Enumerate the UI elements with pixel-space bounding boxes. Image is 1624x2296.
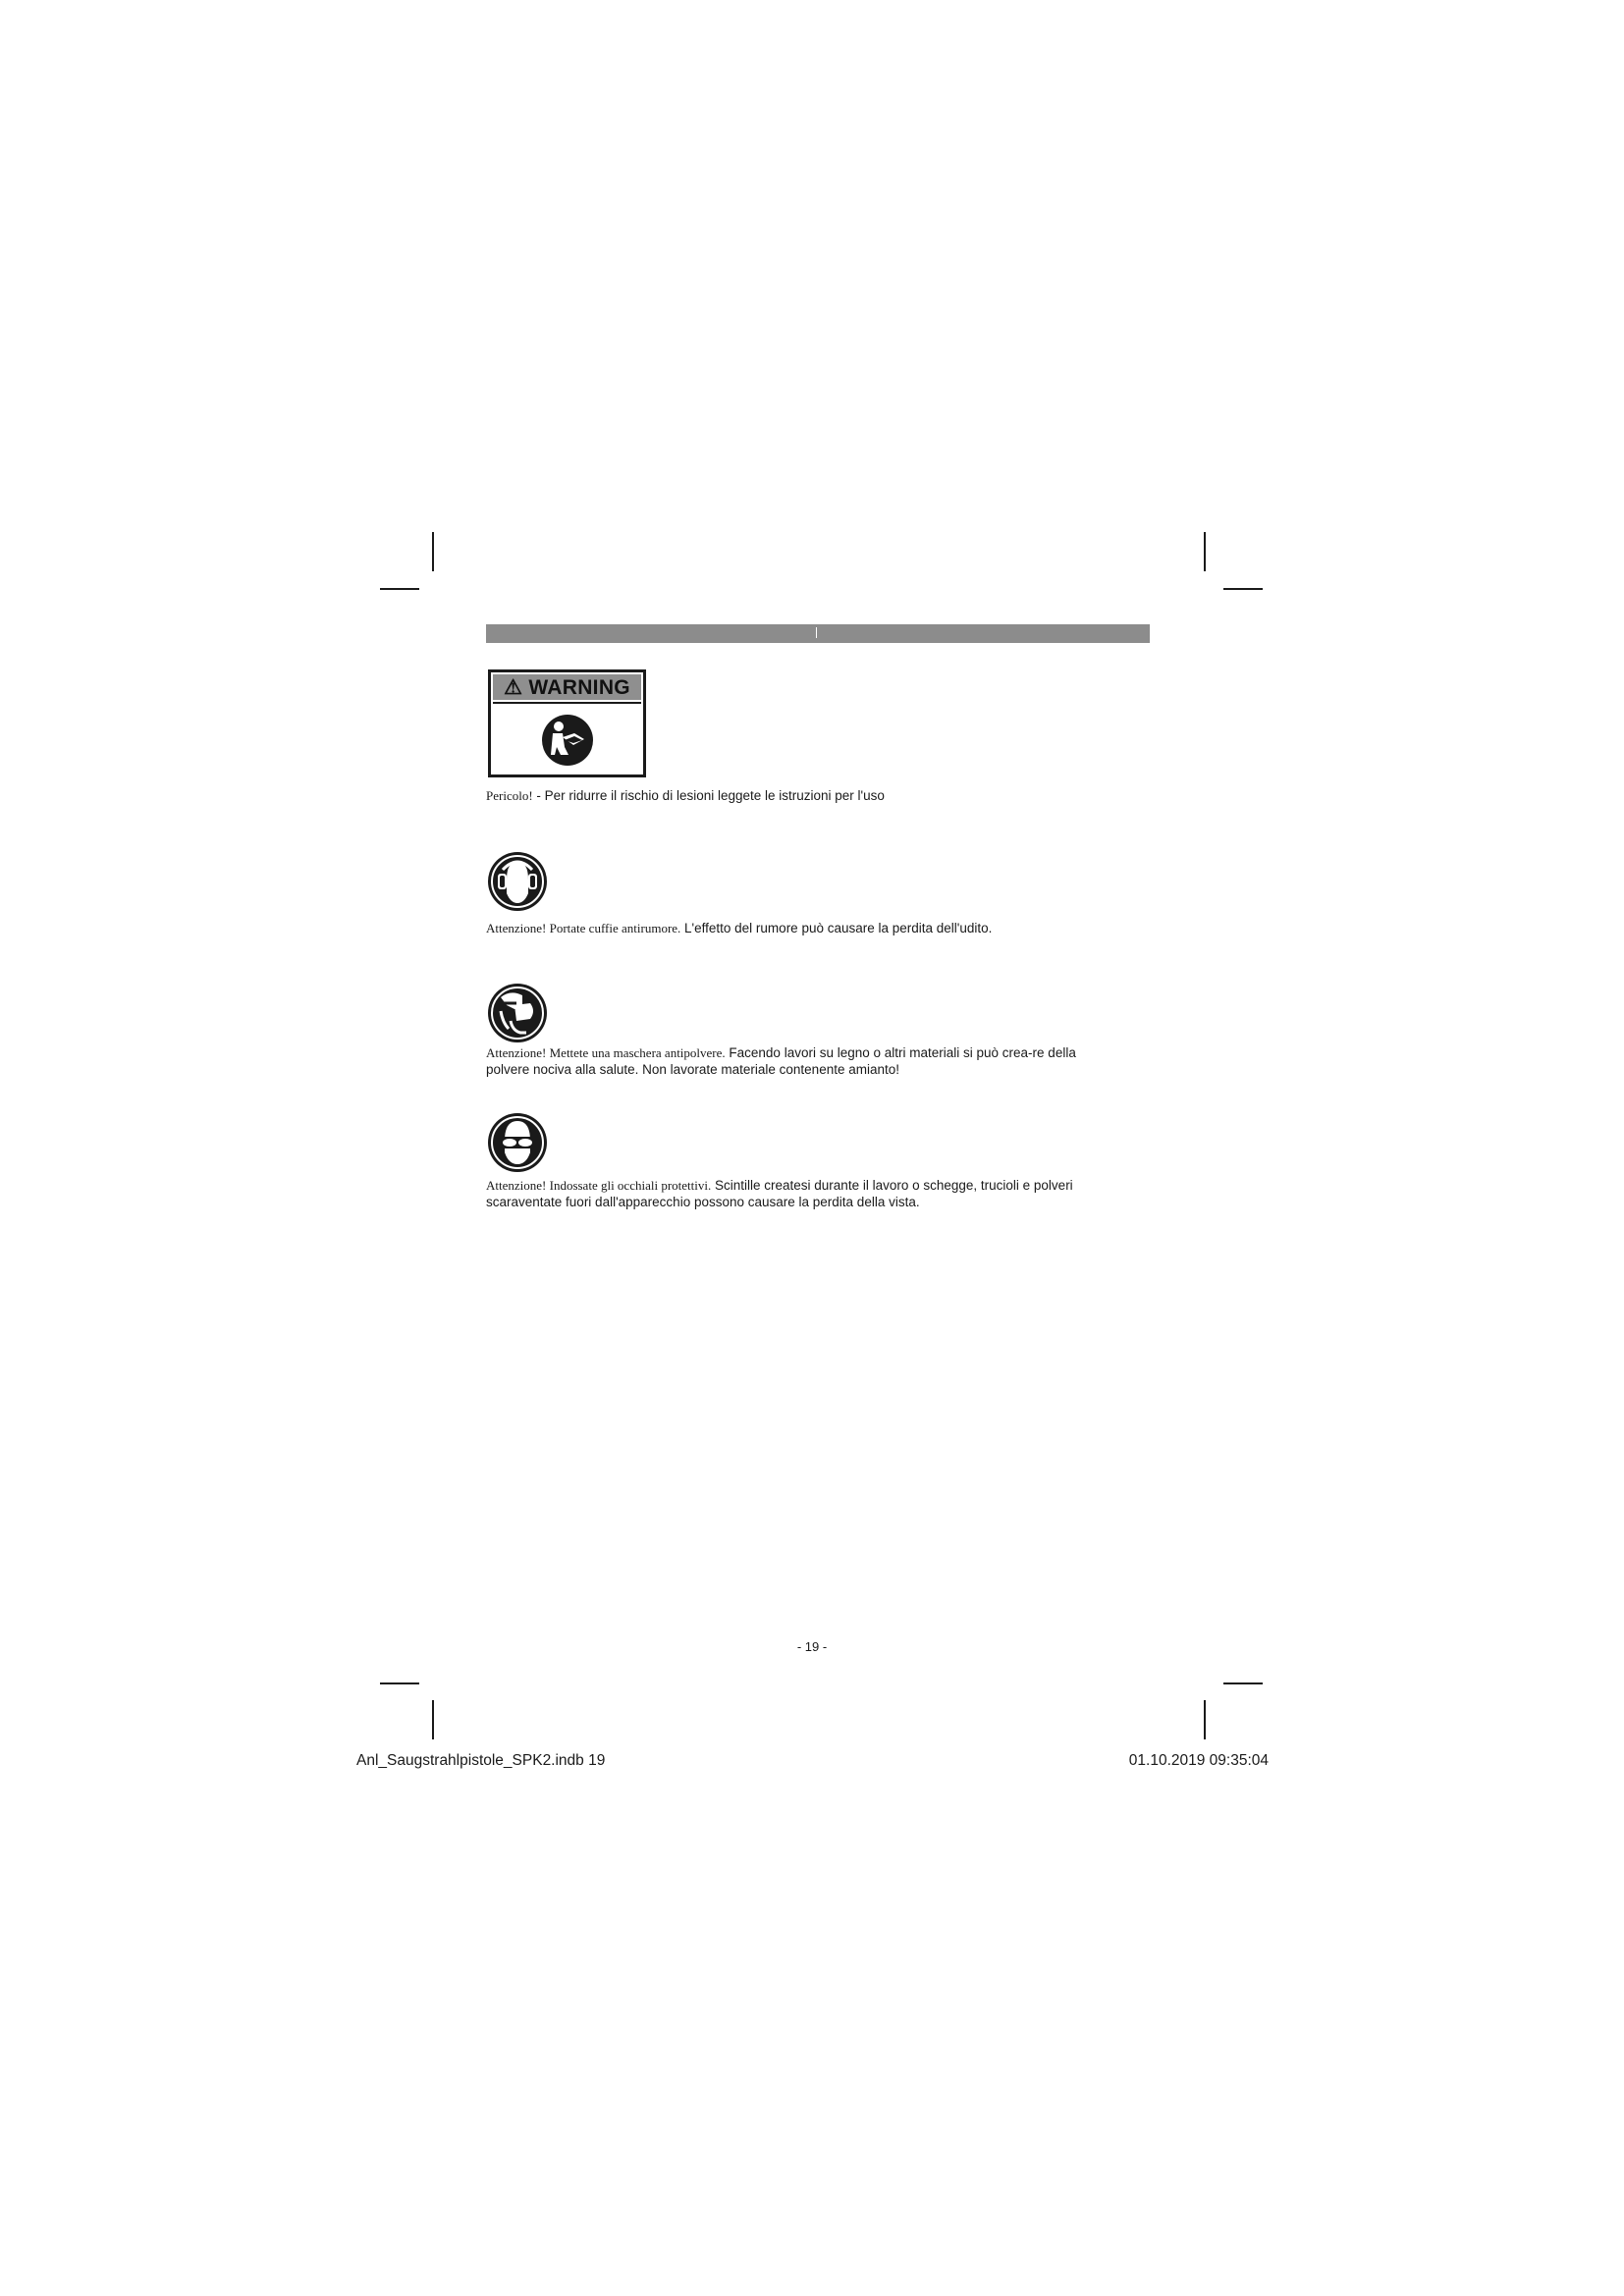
crop-mark <box>432 532 434 571</box>
caption-lead: Attenzione! Mettete una maschera antipolvere. <box>486 1045 726 1060</box>
caption-text: Scintille createsi durante il lavoro o schegge, trucioli e polveri scaraventate fuori dall'apparecchio possono causare la perdita della vista. <box>486 1178 1073 1209</box>
dust-mask-icon <box>487 982 548 1044</box>
crop-mark <box>1204 532 1206 571</box>
ear-protection-icon <box>487 850 548 913</box>
crop-mark <box>432 1700 434 1739</box>
caption-text: - Per ridurre il rischio di lesioni leggete le istruzioni per l'uso <box>532 788 885 803</box>
crop-mark <box>1204 1700 1206 1739</box>
footer-filename: Anl_Saugstrahlpistole_SPK2.indb 19 <box>356 1752 606 1769</box>
dust-mask-caption <box>486 1044 1114 1078</box>
warning-label-title: ⚠ WARNING <box>493 674 641 700</box>
header-bar <box>486 624 1150 643</box>
crop-mark <box>1223 1682 1263 1684</box>
crop-mark <box>380 1682 419 1684</box>
footer-datetime: 01.10.2019 09:35:04 <box>1128 1752 1269 1769</box>
warning-label <box>488 669 646 777</box>
caption-text: Facendo lavori su legno o altri materiali si può crea-re della polvere nociva alla salute. Non lavorate materiale contenente amianto! <box>486 1045 1076 1077</box>
caption-lead: Attenzione! Portate cuffie antirumore. <box>486 921 681 935</box>
page-number: - 19 - <box>796 1639 828 1654</box>
caption-text: L'effetto del rumore può causare la perdita dell'udito. <box>680 921 993 935</box>
safety-goggles-caption <box>486 1177 1114 1210</box>
safety-goggles-icon <box>487 1111 548 1174</box>
caption-lead: Pericolo! <box>486 788 533 803</box>
crop-mark <box>1223 588 1263 590</box>
caption-lead: Attenzione! Indossate gli occhiali protettivi. <box>486 1178 712 1193</box>
read-manual-icon <box>541 714 594 767</box>
warning-caption <box>486 787 1114 804</box>
ear-protection-caption <box>486 920 1114 936</box>
crop-mark <box>380 588 419 590</box>
